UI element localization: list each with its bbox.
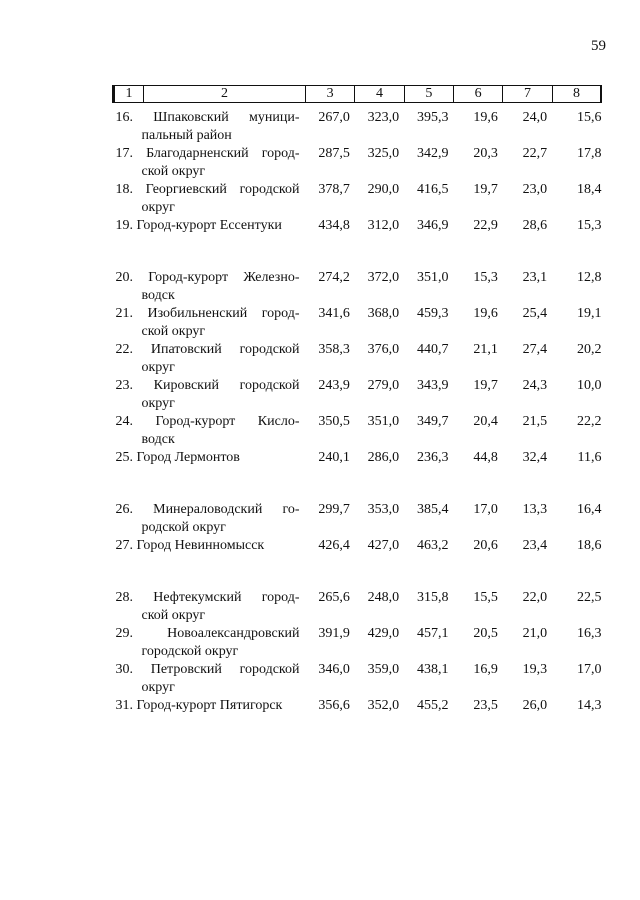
value-cell: 385,4 bbox=[416, 502, 449, 517]
district-name-line: 29. Новоалександровский bbox=[115, 626, 300, 641]
value-cell: 44,8 bbox=[473, 450, 498, 465]
header-cell: 6 bbox=[453, 86, 502, 103]
header-cell: 2 bbox=[221, 86, 228, 101]
district-name-cell bbox=[114, 377, 306, 413]
value-cell: 352,0 bbox=[367, 698, 400, 713]
value-cell: 15,3 bbox=[473, 270, 498, 285]
value-cell: 19,6 bbox=[473, 306, 498, 321]
district-name-line: округ bbox=[141, 200, 175, 215]
value-cell: 23,5 bbox=[473, 698, 498, 713]
district-name-line: 24. Город-курорт Кисло- bbox=[115, 414, 300, 429]
value-cell: 23,0 bbox=[522, 182, 548, 197]
header-cell: 5 bbox=[404, 86, 453, 103]
value-cell: 240,1 bbox=[318, 450, 350, 465]
value-cell: 15,6 bbox=[576, 110, 602, 125]
district-name-line: 26. Минераловодский го- bbox=[115, 502, 300, 517]
district-name-line: 28. Нефтекумский город- bbox=[115, 590, 300, 605]
value-cell: 20,5 bbox=[473, 626, 498, 641]
value-cell: 24,0 bbox=[522, 110, 548, 125]
value-cell: 459,3 bbox=[416, 306, 449, 321]
value-cell: 426,4 bbox=[318, 538, 350, 553]
value-cell: 427,0 bbox=[367, 538, 400, 553]
value-cell: 20,3 bbox=[473, 146, 498, 161]
value-cell: 346,9 bbox=[416, 218, 449, 233]
district-name-cell bbox=[114, 145, 306, 181]
value-cell: 279,0 bbox=[367, 378, 400, 393]
value-cell: 21,0 bbox=[522, 626, 548, 641]
value-cell: 19,1 bbox=[576, 306, 602, 321]
value-cell: 22,5 bbox=[576, 590, 602, 605]
table-row bbox=[114, 145, 602, 181]
district-name-line: 20. Город-курорт Железно- bbox=[115, 270, 300, 285]
header-cell: 4 bbox=[355, 86, 404, 103]
value-cell: 343,9 bbox=[416, 378, 449, 393]
district-name-cell bbox=[114, 697, 306, 749]
district-name-line: 16. Шпаковский муници- bbox=[115, 110, 300, 125]
value-cell: 299,7 bbox=[318, 502, 350, 517]
value-cell: 353,0 bbox=[367, 502, 400, 517]
table-row bbox=[114, 341, 602, 377]
value-cell: 21,5 bbox=[522, 414, 548, 429]
value-cell: 12,8 bbox=[576, 270, 602, 285]
table-row bbox=[114, 377, 602, 413]
value-cell: 391,9 bbox=[318, 626, 350, 641]
table-header-row bbox=[114, 86, 602, 103]
value-cell: 341,6 bbox=[318, 306, 350, 321]
value-cell: 18,4 bbox=[576, 182, 602, 197]
value-cell: 416,5 bbox=[416, 182, 449, 197]
value-cell: 16,3 bbox=[576, 626, 602, 641]
value-cell: 351,0 bbox=[416, 270, 449, 285]
value-cell: 315,8 bbox=[416, 590, 449, 605]
value-cell: 19,7 bbox=[473, 182, 498, 197]
value-cell: 24,3 bbox=[522, 378, 548, 393]
value-cell: 457,1 bbox=[416, 626, 449, 641]
value-cell: 20,4 bbox=[473, 414, 498, 429]
value-cell: 434,8 bbox=[318, 218, 350, 233]
value-cell: 438,1 bbox=[416, 662, 449, 677]
header-cell-1-2 bbox=[114, 86, 306, 103]
district-name-line: ской округ bbox=[141, 164, 206, 179]
value-cell: 17,0 bbox=[576, 662, 602, 677]
district-name-line: городской округ bbox=[141, 644, 239, 659]
value-cell: 11,6 bbox=[577, 450, 602, 465]
district-name-line: округ bbox=[141, 680, 175, 695]
district-name-cell bbox=[114, 589, 306, 625]
value-cell: 455,2 bbox=[416, 698, 449, 713]
table-row bbox=[114, 501, 602, 537]
value-cell: 26,0 bbox=[522, 698, 548, 713]
table-row bbox=[114, 537, 602, 589]
table-row bbox=[114, 697, 602, 749]
value-cell: 16,4 bbox=[576, 502, 602, 517]
value-cell: 28,6 bbox=[522, 218, 548, 233]
district-name-line: родской округ bbox=[141, 520, 226, 535]
district-name-line: ской округ bbox=[141, 608, 206, 623]
value-cell: 18,6 bbox=[576, 538, 602, 553]
value-cell: 22,0 bbox=[522, 590, 548, 605]
district-name-line: водск bbox=[141, 432, 175, 447]
district-name-line: 27. Город Невинномысск bbox=[115, 538, 265, 553]
value-cell: 463,2 bbox=[416, 538, 449, 553]
district-name-line: 19. Город-курорт Ессентуки bbox=[115, 218, 282, 233]
table-row bbox=[114, 217, 602, 269]
value-cell: 358,3 bbox=[318, 342, 350, 357]
page-number: 59 bbox=[591, 38, 606, 54]
district-name-cell bbox=[114, 103, 306, 146]
value-cell: 440,7 bbox=[416, 342, 449, 357]
value-cell: 378,7 bbox=[318, 182, 350, 197]
district-name-line: 17. Благодарненский город- bbox=[115, 146, 300, 161]
district-name-cell bbox=[114, 269, 306, 305]
value-cell: 22,7 bbox=[522, 146, 548, 161]
district-name-cell bbox=[114, 625, 306, 661]
value-cell: 286,0 bbox=[367, 450, 400, 465]
value-cell: 350,5 bbox=[318, 414, 350, 429]
value-cell: 23,1 bbox=[522, 270, 548, 285]
header-cell: 8 bbox=[552, 86, 601, 103]
table-row bbox=[114, 269, 602, 305]
value-cell: 287,5 bbox=[318, 146, 350, 161]
value-cell: 14,3 bbox=[576, 698, 602, 713]
value-cell: 19,7 bbox=[473, 378, 498, 393]
value-cell: 267,0 bbox=[318, 110, 350, 125]
value-cell: 15,5 bbox=[473, 590, 498, 605]
value-cell: 22,9 bbox=[473, 218, 498, 233]
district-name-cell bbox=[114, 661, 306, 697]
district-name-line: 22. Ипатовский городской bbox=[115, 342, 300, 357]
value-cell: 16,9 bbox=[473, 662, 498, 677]
value-cell: 356,6 bbox=[318, 698, 350, 713]
value-cell: 351,0 bbox=[367, 414, 400, 429]
value-cell: 17,0 bbox=[473, 502, 498, 517]
table-row bbox=[114, 661, 602, 697]
value-cell: 323,0 bbox=[367, 110, 400, 125]
value-cell: 10,0 bbox=[576, 378, 602, 393]
district-name-cell bbox=[114, 217, 306, 269]
table-row bbox=[114, 103, 602, 146]
value-cell: 21,1 bbox=[473, 342, 498, 357]
district-name-line: пальный район bbox=[141, 128, 232, 143]
district-name-cell bbox=[114, 341, 306, 377]
value-cell: 19,3 bbox=[522, 662, 548, 677]
district-name-line: ской округ bbox=[141, 324, 206, 339]
value-cell: 236,3 bbox=[416, 450, 449, 465]
district-name-line: водск bbox=[141, 288, 175, 303]
value-cell: 19,6 bbox=[473, 110, 498, 125]
table-row bbox=[114, 589, 602, 625]
value-cell: 23,4 bbox=[522, 538, 548, 553]
value-cell: 22,2 bbox=[576, 414, 602, 429]
district-name-line: 23. Кировский городской bbox=[115, 378, 300, 393]
value-cell: 32,4 bbox=[522, 450, 548, 465]
value-cell: 25,4 bbox=[522, 306, 548, 321]
value-cell: 312,0 bbox=[367, 218, 400, 233]
statistics-table bbox=[112, 85, 600, 749]
header-cell: 3 bbox=[306, 86, 355, 103]
value-cell: 359,0 bbox=[367, 662, 400, 677]
value-cell: 376,0 bbox=[367, 342, 400, 357]
value-cell: 20,6 bbox=[473, 538, 498, 553]
value-cell: 17,8 bbox=[576, 146, 602, 161]
value-cell: 274,2 bbox=[318, 270, 350, 285]
district-name-cell bbox=[114, 449, 306, 501]
table-row bbox=[114, 625, 602, 661]
value-cell: 265,6 bbox=[318, 590, 350, 605]
district-name-line: 18. Георгиевский городской bbox=[115, 182, 300, 197]
table-row bbox=[114, 413, 602, 449]
value-cell: 243,9 bbox=[318, 378, 350, 393]
district-name-cell bbox=[114, 181, 306, 217]
table-row bbox=[114, 449, 602, 501]
district-name-line: округ bbox=[141, 360, 175, 375]
table-row bbox=[114, 305, 602, 341]
value-cell: 372,0 bbox=[367, 270, 400, 285]
value-cell: 368,0 bbox=[367, 306, 400, 321]
value-cell: 395,3 bbox=[416, 110, 449, 125]
value-cell: 15,3 bbox=[576, 218, 602, 233]
value-cell: 346,0 bbox=[318, 662, 350, 677]
value-cell: 248,0 bbox=[367, 590, 400, 605]
header-cell: 7 bbox=[503, 86, 552, 103]
value-cell: 325,0 bbox=[367, 146, 400, 161]
district-name-cell bbox=[114, 537, 306, 589]
district-name-line: 31. Город-курорт Пятигорск bbox=[115, 698, 283, 713]
value-cell: 290,0 bbox=[367, 182, 400, 197]
value-cell: 342,9 bbox=[416, 146, 449, 161]
district-name-cell bbox=[114, 305, 306, 341]
district-name-line: 21. Изобильненский город- bbox=[115, 306, 300, 321]
value-cell: 349,7 bbox=[416, 414, 449, 429]
district-name-line: 30. Петровский городской bbox=[115, 662, 300, 677]
header-cell: 1 bbox=[115, 86, 144, 102]
value-cell: 429,0 bbox=[367, 626, 400, 641]
value-cell: 13,3 bbox=[522, 502, 548, 517]
district-name-line: 25. Город Лермонтов bbox=[115, 450, 240, 465]
table-row bbox=[114, 181, 602, 217]
value-cell: 27,4 bbox=[522, 342, 548, 357]
district-name-cell bbox=[114, 413, 306, 449]
district-name-line: округ bbox=[141, 396, 175, 411]
value-cell: 20,2 bbox=[576, 342, 602, 357]
district-name-cell bbox=[114, 501, 306, 537]
